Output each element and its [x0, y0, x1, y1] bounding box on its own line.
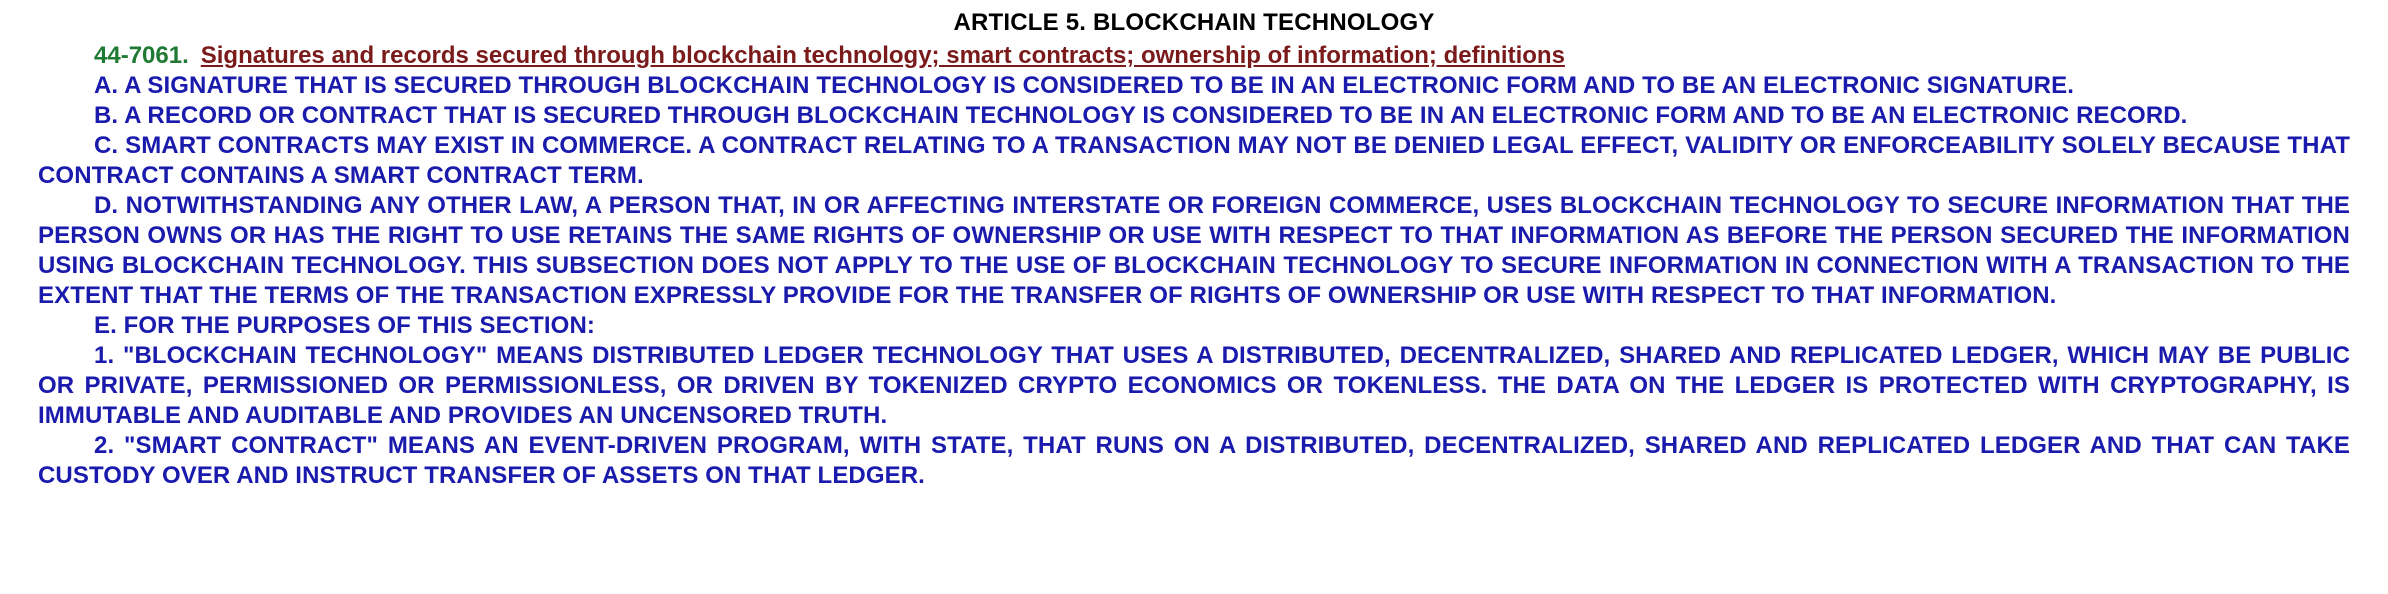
paragraph-c: C. SMART CONTRACTS MAY EXIST IN COMMERCE. A CONTRACT RELATING TO A TRANSACTION MAY NOT BE DENIED LEGAL EFFECT, VALIDITY OR ENFORCEABILITY SOLELY BECAUSE THAT CONTRACT CONTAINS A SMART CONTRACT TERM. [38, 132, 2350, 189]
statute-number: 44-7061. [94, 42, 189, 69]
article-heading: ARTICLE 5. BLOCKCHAIN TECHNOLOGY [953, 9, 1435, 36]
statute-citation-line [38, 41, 2350, 71]
paragraph-b: B. A RECORD OR CONTRACT THAT IS SECURED THROUGH BLOCKCHAIN TECHNOLOGY IS CONSIDERED TO BE IN AN ELECTRONIC FORM AND TO BE AN ELECTRONIC RECORD. [94, 102, 2188, 129]
paragraph-d: D. NOTWITHSTANDING ANY OTHER LAW, A PERSON THAT, IN OR AFFECTING INTERSTATE OR FOREIGN COMMERCE, USES BLOCKCHAIN TECHNOLOGY TO SECURE INFORMATION THAT THE PERSON OWNS OR HAS THE RIGHT TO USE RETAINS THE SAME RIGHTS OF OWNERSHIP OR USE WITH RESPECT TO THAT INFORMATION AS BEFORE THE PERSON SECURED THE INFORMATION USING BLOCKCHAIN TECHNOLOGY. THIS SUBSECTION DOES NOT APPLY TO THE USE OF BLOCKCHAIN TECHNOLOGY TO SECURE INFORMATION IN CONNECTION WITH A TRANSACTION TO THE EXTENT THAT THE TERMS OF THE TRANSACTION EXPRESSLY PROVIDE FOR THE TRANSFER OF RIGHTS OF OWNERSHIP OR USE WITH RESPECT TO THAT INFORMATION. [38, 192, 2350, 309]
paragraph-e-2: 2. "SMART CONTRACT" MEANS AN EVENT-DRIVEN PROGRAM, WITH STATE, THAT RUNS ON A DISTRIBUTED, DECENTRALIZED, SHARED AND REPLICATED LEDGER AND THAT CAN TAKE CUSTODY OVER AND INSTRUCT TRANSFER OF ASSETS ON THAT LEDGER. [38, 432, 2350, 489]
statute-title[interactable]: Signatures and records secured through blockchain technology; smart contracts; ownership of information; definitions [200, 42, 1565, 69]
paragraph-e-1: 1. "BLOCKCHAIN TECHNOLOGY" MEANS DISTRIBUTED LEDGER TECHNOLOGY THAT USES A DISTRIBUTED, DECENTRALIZED, SHARED AND REPLICATED LEDGER, WHICH MAY BE PUBLIC OR PRIVATE, PERMISSIONED OR PERMISSIONLESS, OR DRIVEN BY TOKENIZED CRYPTO ECONOMICS OR TOKENLESS. THE DATA ON THE LEDGER IS PROTECTED WITH CRYPTOGRAPHY, IS IMMUTABLE AND AUDITABLE AND PROVIDES AN UNCENSORED TRUTH. [38, 342, 2350, 429]
paragraph-e: E. FOR THE PURPOSES OF THIS SECTION: [94, 312, 595, 339]
paragraph-a: A. A SIGNATURE THAT IS SECURED THROUGH BLOCKCHAIN TECHNOLOGY IS CONSIDERED TO BE IN AN ELECTRONIC FORM AND TO BE AN ELECTRONIC SIGNATURE. [94, 72, 2074, 99]
